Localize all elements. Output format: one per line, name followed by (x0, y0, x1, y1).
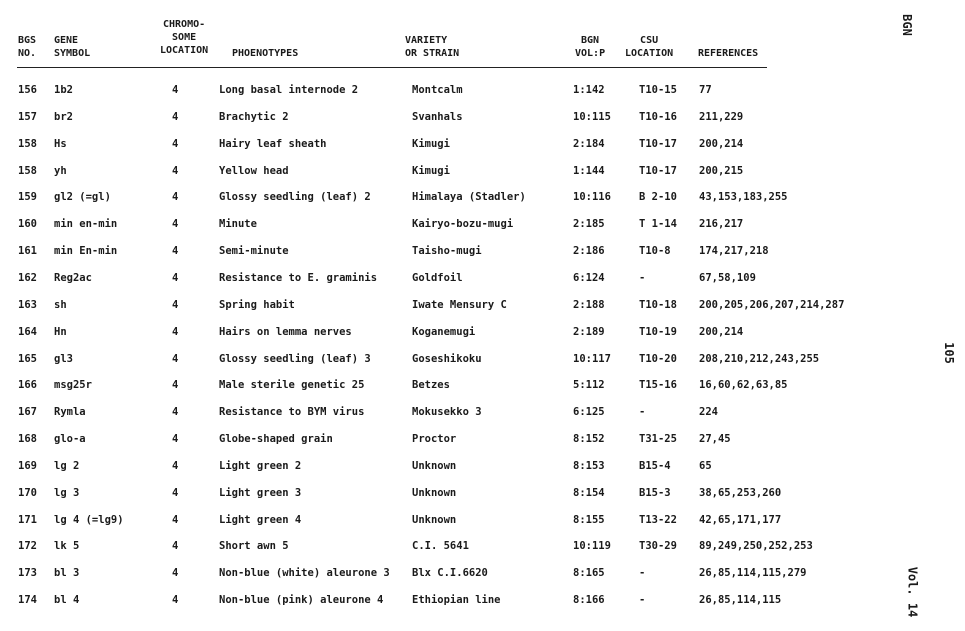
cell-variety: Mokusekko 3 (412, 406, 482, 419)
cell-phenotype: Semi-minute (219, 245, 289, 258)
cell-references: 38,65,253,260 (699, 486, 782, 499)
cell-references: 77 (699, 84, 712, 96)
cell-csu-location: T10-19 (639, 325, 677, 338)
cell-references: 26,85,114,115,279 (699, 567, 807, 580)
cell-phenotype: Non-blue (pink) aleurone 4 (219, 594, 384, 607)
cell-csu-location: T10-8 (639, 245, 671, 258)
cell-csu-location: T10-15 (639, 84, 677, 96)
cell-phenotype: Light green 3 (219, 486, 302, 499)
table-row (0, 138, 900, 156)
table-row (0, 326, 900, 344)
side-page-number: 105 (941, 342, 956, 364)
cell-chromosome: 4 (172, 594, 179, 607)
cell-csu-location: T10-20 (639, 352, 677, 365)
cell-variety: Himalaya (Stadler) (412, 191, 526, 204)
cell-references: 89,249,250,252,253 (699, 540, 813, 553)
cell-csu-location: T15-16 (639, 379, 677, 392)
cell-bgn-volp: 2:189 (573, 325, 605, 338)
cell-bgn-volp: 8:165 (573, 567, 605, 580)
cell-chromosome: 4 (172, 379, 179, 392)
cell-bgs-number: 174 (18, 594, 37, 607)
cell-chromosome: 4 (172, 567, 179, 580)
cell-bgn-volp: 10:117 (573, 352, 611, 365)
cell-chromosome: 4 (172, 298, 179, 311)
cell-phenotype: Non-blue (white) aleurone 3 (219, 567, 390, 580)
cell-gene-symbol: glo-a (54, 433, 86, 446)
cell-csu-location: T10-18 (639, 298, 677, 311)
cell-gene-symbol: bl 4 (54, 594, 80, 607)
header-phenotypes: PHOENOTYPES (232, 48, 299, 59)
cell-variety: Kimugi (412, 164, 450, 177)
table-row (0, 567, 900, 585)
cell-chromosome: 4 (172, 191, 179, 204)
cell-bgn-volp: 5:112 (573, 379, 605, 392)
cell-references: 43,153,183,255 (699, 191, 788, 204)
cell-bgs-number: 167 (18, 406, 37, 419)
cell-chromosome: 4 (172, 164, 179, 177)
cell-chromosome: 4 (172, 513, 179, 526)
header-csu-location: CSU LOCATION (625, 35, 674, 59)
cell-references: 16,60,62,63,85 (699, 379, 788, 392)
cell-variety: Unknown (412, 513, 457, 526)
cell-variety: Unknown (412, 459, 457, 472)
cell-gene-symbol: br2 (54, 110, 73, 123)
cell-bgs-number: 158 (18, 164, 37, 177)
cell-csu-location: - (639, 406, 646, 419)
cell-bgs-number: 160 (18, 218, 37, 231)
cell-bgn-volp: 1:144 (573, 164, 605, 177)
cell-bgs-number: 173 (18, 567, 37, 580)
cell-references: 211,229 (699, 110, 744, 123)
cell-phenotype: Resistance to E. graminis (219, 271, 378, 284)
table-row (0, 487, 900, 505)
cell-references: 216,217 (699, 218, 744, 231)
cell-variety: Betzes (412, 379, 450, 392)
cell-phenotype: Globe-shaped grain (219, 433, 333, 446)
cell-phenotype: Short awn 5 (219, 540, 289, 553)
cell-bgs-number: 156 (18, 84, 37, 96)
cell-references: 200,215 (699, 164, 744, 177)
cell-chromosome: 4 (172, 406, 179, 419)
cell-gene-symbol: lk 5 (54, 540, 80, 553)
cell-csu-location: T31-25 (639, 433, 677, 446)
cell-chromosome: 4 (172, 84, 179, 96)
cell-references: 224 (699, 406, 718, 419)
cell-chromosome: 4 (172, 137, 179, 150)
cell-variety: Goldfoil (412, 271, 463, 284)
cell-references: 26,85,114,115 (699, 594, 782, 607)
table-row (0, 245, 900, 263)
cell-phenotype: Light green 2 (219, 459, 302, 472)
cell-csu-location: B 2-10 (639, 191, 677, 204)
cell-gene-symbol: lg 3 (54, 486, 80, 499)
cell-references: 208,210,212,243,255 (699, 352, 820, 365)
table-row (0, 433, 900, 451)
cell-phenotype: Spring habit (219, 298, 295, 311)
cell-variety: Taisho-mugi (412, 245, 482, 258)
cell-csu-location: - (639, 594, 646, 607)
cell-phenotype: Minute (219, 218, 257, 231)
cell-chromosome: 4 (172, 459, 179, 472)
cell-bgn-volp: 2:188 (573, 298, 605, 311)
cell-gene-symbol: 1b2 (54, 84, 73, 96)
cell-bgs-number: 158 (18, 137, 37, 150)
cell-variety: Svanhals (412, 110, 463, 123)
cell-bgs-number: 166 (18, 379, 37, 392)
cell-bgn-volp: 8:153 (573, 459, 605, 472)
cell-bgn-volp: 1:142 (573, 84, 605, 96)
cell-variety: Montcalm (412, 84, 463, 96)
cell-bgn-volp: 8:152 (573, 433, 605, 446)
cell-csu-location: T10-17 (639, 164, 677, 177)
cell-phenotype: Resistance to BYM virus (219, 406, 365, 419)
cell-gene-symbol: min en-min (54, 218, 118, 231)
cell-references: 65 (699, 459, 712, 472)
table-row (0, 353, 900, 371)
cell-csu-location: T13-22 (639, 513, 677, 526)
cell-bgs-number: 161 (18, 245, 37, 258)
table-row (0, 460, 900, 478)
cell-bgn-volp: 8:166 (573, 594, 605, 607)
table-row (0, 299, 900, 317)
cell-bgs-number: 159 (18, 191, 37, 204)
cell-gene-symbol: lg 2 (54, 459, 80, 472)
cell-bgs-number: 171 (18, 513, 37, 526)
cell-csu-location: T10-16 (639, 110, 677, 123)
table-row (0, 272, 900, 290)
cell-bgs-number: 169 (18, 459, 37, 472)
header-bgn-volp: BGN VOL:P (575, 35, 606, 59)
cell-bgn-volp: 2:186 (573, 245, 605, 258)
cell-phenotype: Yellow head (219, 164, 289, 177)
cell-phenotype: Long basal internode 2 (219, 84, 359, 96)
cell-chromosome: 4 (172, 271, 179, 284)
cell-phenotype: Glossy seedling (leaf) 3 (219, 352, 371, 365)
cell-gene-symbol: bl 3 (54, 567, 80, 580)
cell-variety: C.I. 5641 (412, 540, 469, 553)
cell-phenotype: Light green 4 (219, 513, 302, 526)
cell-gene-symbol: Reg2ac (54, 271, 92, 284)
cell-bgs-number: 165 (18, 352, 37, 365)
header-bgs-no: BGS NO. (18, 35, 37, 59)
cell-gene-symbol: sh (54, 298, 67, 311)
cell-variety: Koganemugi (412, 325, 476, 338)
table-row (0, 191, 900, 209)
cell-bgn-volp: 10:119 (573, 540, 611, 553)
cell-bgn-volp: 8:155 (573, 513, 605, 526)
cell-bgn-volp: 2:184 (573, 137, 605, 150)
cell-chromosome: 4 (172, 110, 179, 123)
cell-chromosome: 4 (172, 325, 179, 338)
side-volume-label: Vol. 14 (905, 566, 920, 618)
cell-csu-location: T 1-14 (639, 218, 677, 231)
cell-phenotype: Hairy leaf sheath (219, 137, 327, 150)
cell-variety: Unknown (412, 486, 457, 499)
cell-references: 67,58,109 (699, 271, 756, 284)
cell-gene-symbol: msg25r (54, 379, 92, 392)
cell-phenotype: Glossy seedling (leaf) 2 (219, 191, 371, 204)
cell-references: 27,45 (699, 433, 731, 446)
cell-phenotype: Male sterile genetic 25 (219, 379, 365, 392)
cell-references: 200,214 (699, 137, 744, 150)
cell-gene-symbol: gl3 (54, 352, 73, 365)
cell-csu-location: T10-17 (639, 137, 677, 150)
cell-variety: Blx C.I.6620 (412, 567, 488, 580)
cell-bgn-volp: 6:125 (573, 406, 605, 419)
cell-bgs-number: 157 (18, 110, 37, 123)
cell-variety: Proctor (412, 433, 457, 446)
table-row (0, 84, 900, 102)
cell-references: 200,214 (699, 325, 744, 338)
header-rule (17, 67, 767, 68)
cell-csu-location: T30-29 (639, 540, 677, 553)
cell-variety: Ethiopian line (412, 594, 501, 607)
cell-references: 42,65,171,177 (699, 513, 782, 526)
header-references: REFERENCES (698, 48, 759, 59)
table-row (0, 379, 900, 397)
table-row (0, 594, 900, 612)
cell-gene-symbol: min En-min (54, 245, 118, 258)
cell-gene-symbol: lg 4 (=lg9) (54, 513, 124, 526)
table-row (0, 165, 900, 183)
cell-bgn-volp: 8:154 (573, 486, 605, 499)
cell-gene-symbol: Rymla (54, 406, 86, 419)
cell-csu-location: - (639, 271, 646, 284)
table-row (0, 540, 900, 558)
header-gene-symbol: GENE SYMBOL (54, 35, 91, 59)
cell-references: 200,205,206,207,214,287 (699, 298, 845, 311)
cell-bgn-volp: 10:115 (573, 110, 611, 123)
table-row (0, 218, 900, 236)
cell-csu-location: B15-4 (639, 459, 671, 472)
cell-bgs-number: 163 (18, 298, 37, 311)
cell-chromosome: 4 (172, 245, 179, 258)
cell-csu-location: - (639, 567, 646, 580)
cell-csu-location: B15-3 (639, 486, 671, 499)
cell-chromosome: 4 (172, 486, 179, 499)
cell-bgs-number: 172 (18, 540, 37, 553)
cell-chromosome: 4 (172, 218, 179, 231)
cell-phenotype: Brachytic 2 (219, 110, 289, 123)
cell-chromosome: 4 (172, 352, 179, 365)
side-journal-label: BGN (899, 14, 914, 36)
cell-bgs-number: 168 (18, 433, 37, 446)
cell-chromosome: 4 (172, 540, 179, 553)
cell-gene-symbol: Hn (54, 325, 67, 338)
cell-variety: Iwate Mensury C (412, 298, 507, 311)
cell-gene-symbol: yh (54, 164, 67, 177)
cell-gene-symbol: gl2 (=gl) (54, 191, 111, 204)
cell-variety: Goseshikoku (412, 352, 482, 365)
cell-bgs-number: 170 (18, 486, 37, 499)
cell-variety: Kimugi (412, 137, 450, 150)
cell-bgs-number: 164 (18, 325, 37, 338)
cell-variety: Kairyo-bozu-mugi (412, 218, 514, 231)
cell-bgn-volp: 10:116 (573, 191, 611, 204)
table-row (0, 514, 900, 532)
cell-gene-symbol: Hs (54, 137, 67, 150)
cell-references: 174,217,218 (699, 245, 769, 258)
header-chromosome-location: CHROMO- SOME LOCATION (160, 19, 209, 56)
table-row (0, 111, 900, 129)
table-row (0, 406, 900, 424)
cell-bgn-volp: 2:185 (573, 218, 605, 231)
cell-phenotype: Hairs on lemma nerves (219, 325, 352, 338)
cell-bgn-volp: 6:124 (573, 271, 605, 284)
cell-chromosome: 4 (172, 433, 179, 446)
header-variety: VARIETY OR STRAIN (405, 35, 460, 59)
cell-bgs-number: 162 (18, 271, 37, 284)
